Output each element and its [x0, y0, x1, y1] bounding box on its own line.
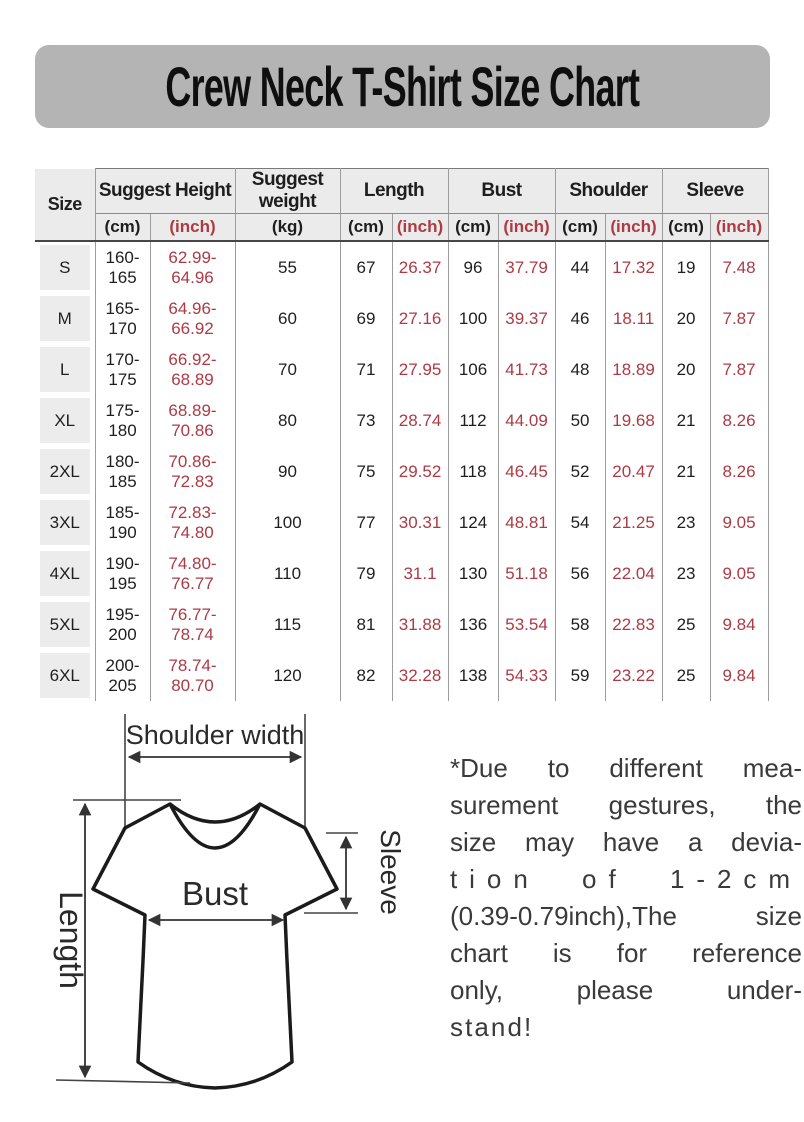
value-cell: 69: [340, 293, 392, 344]
value-cell: 25: [662, 650, 710, 701]
value-cell: 20: [662, 344, 710, 395]
value-cell: 23: [662, 497, 710, 548]
value-cell: 22.83: [605, 599, 662, 650]
note-line: *Due to different mea-: [450, 753, 802, 783]
col-unit-header: (inch): [392, 214, 448, 242]
sleeve-label: Sleeve: [375, 829, 406, 915]
value-cell: 66.92-68.89: [150, 344, 235, 395]
value-cell: 68.89-70.86: [150, 395, 235, 446]
col-unit-header: (cm): [448, 214, 498, 242]
value-cell: 76.77-78.74: [150, 599, 235, 650]
col-unit-header: (kg): [235, 214, 340, 242]
table-row: [35, 344, 768, 395]
value-cell: 96: [448, 241, 498, 293]
table-row: [35, 293, 768, 344]
value-cell: 27.16: [392, 293, 448, 344]
value-cell: 124: [448, 497, 498, 548]
value-cell: 180-185: [95, 446, 150, 497]
col-unit-header: (cm): [555, 214, 605, 242]
value-cell: 29.52: [392, 446, 448, 497]
value-cell: 21: [662, 395, 710, 446]
value-cell: 48.81: [498, 497, 555, 548]
size-cell: [35, 599, 95, 650]
size-label: XL: [40, 398, 90, 443]
value-cell: 170-175: [95, 344, 150, 395]
table-row: [35, 241, 768, 293]
size-table-wrap: [35, 168, 768, 701]
value-cell: 48: [555, 344, 605, 395]
value-cell: 70: [235, 344, 340, 395]
value-cell: 32.28: [392, 650, 448, 701]
value-cell: 31.1: [392, 548, 448, 599]
value-cell: 8.26: [710, 446, 768, 497]
value-cell: 23.22: [605, 650, 662, 701]
value-cell: 25: [662, 599, 710, 650]
value-cell: 20.47: [605, 446, 662, 497]
value-cell: 110: [235, 548, 340, 599]
value-cell: 73: [340, 395, 392, 446]
bust-label: Bust: [181, 875, 249, 912]
size-cell: [35, 293, 95, 344]
table-row: [35, 446, 768, 497]
value-cell: 77: [340, 497, 392, 548]
size-table: [35, 168, 769, 701]
note-line: size may have a devia-: [450, 827, 802, 857]
col-unit-header: (inch): [150, 214, 235, 242]
value-cell: 78.74-80.70: [150, 650, 235, 701]
value-cell: 165-170: [95, 293, 150, 344]
col-group-suggest-weight: Suggest weight: [235, 169, 340, 214]
note-line: stand!: [450, 1012, 534, 1042]
page-title: Crew Neck T-Shirt Size Chart: [165, 55, 640, 118]
value-cell: 56: [555, 548, 605, 599]
value-cell: 100: [448, 293, 498, 344]
value-cell: 39.37: [498, 293, 555, 344]
value-cell: 51.18: [498, 548, 555, 599]
col-group-sleeve: Sleeve: [662, 169, 768, 214]
value-cell: 120: [235, 650, 340, 701]
value-cell: 19: [662, 241, 710, 293]
value-cell: 9.84: [710, 599, 768, 650]
note-line: surement gestures, the: [450, 790, 802, 820]
value-cell: 67: [340, 241, 392, 293]
value-cell: 31.88: [392, 599, 448, 650]
value-cell: 20: [662, 293, 710, 344]
note-line: only, please under-: [450, 975, 802, 1005]
value-cell: 72.83-74.80: [150, 497, 235, 548]
size-table-body: [35, 241, 768, 701]
note-line: tion of 1-2cm: [450, 864, 802, 894]
value-cell: 60: [235, 293, 340, 344]
value-cell: 41.73: [498, 344, 555, 395]
value-cell: 71: [340, 344, 392, 395]
table-row: [35, 395, 768, 446]
value-cell: 115: [235, 599, 340, 650]
size-label: 3XL: [40, 500, 90, 545]
title-banner: [35, 45, 770, 128]
col-group-bust: Bust: [448, 169, 555, 214]
col-unit-header: (inch): [498, 214, 555, 242]
value-cell: 28.74: [392, 395, 448, 446]
value-cell: 175-180: [95, 395, 150, 446]
value-cell: 70.86-72.83: [150, 446, 235, 497]
size-label: 5XL: [40, 602, 90, 647]
value-cell: 100: [235, 497, 340, 548]
tshirt-measurement-diagram: [18, 700, 438, 1122]
value-cell: 21: [662, 446, 710, 497]
col-unit-header: (cm): [95, 214, 150, 242]
size-label: 2XL: [40, 449, 90, 494]
value-cell: 82: [340, 650, 392, 701]
value-cell: 190-195: [95, 548, 150, 599]
value-cell: 9.05: [710, 497, 768, 548]
value-cell: 80: [235, 395, 340, 446]
value-cell: 23: [662, 548, 710, 599]
value-cell: 7.48: [710, 241, 768, 293]
col-unit-header: (inch): [710, 214, 768, 242]
shoulder-width-label: Shoulder width: [125, 720, 305, 750]
size-cell: [35, 497, 95, 548]
value-cell: 59: [555, 650, 605, 701]
size-label: L: [40, 347, 90, 392]
col-group-length: Length: [340, 169, 448, 214]
value-cell: 18.11: [605, 293, 662, 344]
value-cell: 106: [448, 344, 498, 395]
size-cell: [35, 650, 95, 701]
value-cell: 54: [555, 497, 605, 548]
col-unit-header: (cm): [662, 214, 710, 242]
value-cell: 46.45: [498, 446, 555, 497]
size-cell: [35, 446, 95, 497]
value-cell: 130: [448, 548, 498, 599]
table-row: [35, 599, 768, 650]
length-label: Length: [53, 891, 89, 989]
value-cell: 18.89: [605, 344, 662, 395]
value-cell: 19.68: [605, 395, 662, 446]
value-cell: 37.79: [498, 241, 555, 293]
size-label: 4XL: [40, 551, 90, 596]
value-cell: 54.33: [498, 650, 555, 701]
size-cell: [35, 395, 95, 446]
value-cell: 9.84: [710, 650, 768, 701]
size-cell: [35, 241, 95, 293]
col-unit-header: (cm): [340, 214, 392, 242]
size-label: M: [40, 296, 90, 341]
value-cell: 21.25: [605, 497, 662, 548]
table-row: [35, 650, 768, 701]
value-cell: 74.80-76.77: [150, 548, 235, 599]
value-cell: 22.04: [605, 548, 662, 599]
value-cell: 52: [555, 446, 605, 497]
header-group-row: [35, 169, 768, 214]
table-row: [35, 548, 768, 599]
size-cell: [35, 344, 95, 395]
size-cell: [35, 548, 95, 599]
value-cell: 55: [235, 241, 340, 293]
value-cell: 160-165: [95, 241, 150, 293]
value-cell: 200-205: [95, 650, 150, 701]
value-cell: 138: [448, 650, 498, 701]
value-cell: 90: [235, 446, 340, 497]
value-cell: 9.05: [710, 548, 768, 599]
size-label: 6XL: [40, 653, 90, 698]
col-unit-header: (inch): [605, 214, 662, 242]
value-cell: 53.54: [498, 599, 555, 650]
value-cell: 17.32: [605, 241, 662, 293]
value-cell: 118: [448, 446, 498, 497]
value-cell: 46: [555, 293, 605, 344]
size-table-header: [35, 169, 768, 242]
value-cell: 62.99-64.96: [150, 241, 235, 293]
measurement-note: [450, 750, 802, 1046]
value-cell: 195-200: [95, 599, 150, 650]
value-cell: 81: [340, 599, 392, 650]
value-cell: 7.87: [710, 344, 768, 395]
col-group-shoulder: Shoulder: [555, 169, 662, 214]
note-line: (0.39-0.79inch),The size: [450, 901, 802, 931]
col-group-suggest-height: Suggest Height: [95, 169, 235, 214]
value-cell: 7.87: [710, 293, 768, 344]
value-cell: 27.95: [392, 344, 448, 395]
value-cell: 112: [448, 395, 498, 446]
value-cell: 75: [340, 446, 392, 497]
value-cell: 8.26: [710, 395, 768, 446]
value-cell: 26.37: [392, 241, 448, 293]
value-cell: 58: [555, 599, 605, 650]
value-cell: 136: [448, 599, 498, 650]
value-cell: 79: [340, 548, 392, 599]
note-line: chart is for reference: [450, 938, 802, 968]
table-row: [35, 497, 768, 548]
value-cell: 44.09: [498, 395, 555, 446]
value-cell: 50: [555, 395, 605, 446]
value-cell: 185-190: [95, 497, 150, 548]
value-cell: 44: [555, 241, 605, 293]
header-unit-row: [35, 214, 768, 242]
size-label: S: [40, 245, 90, 290]
value-cell: 64.96-66.92: [150, 293, 235, 344]
col-group-size: Size: [35, 169, 95, 242]
value-cell: 30.31: [392, 497, 448, 548]
